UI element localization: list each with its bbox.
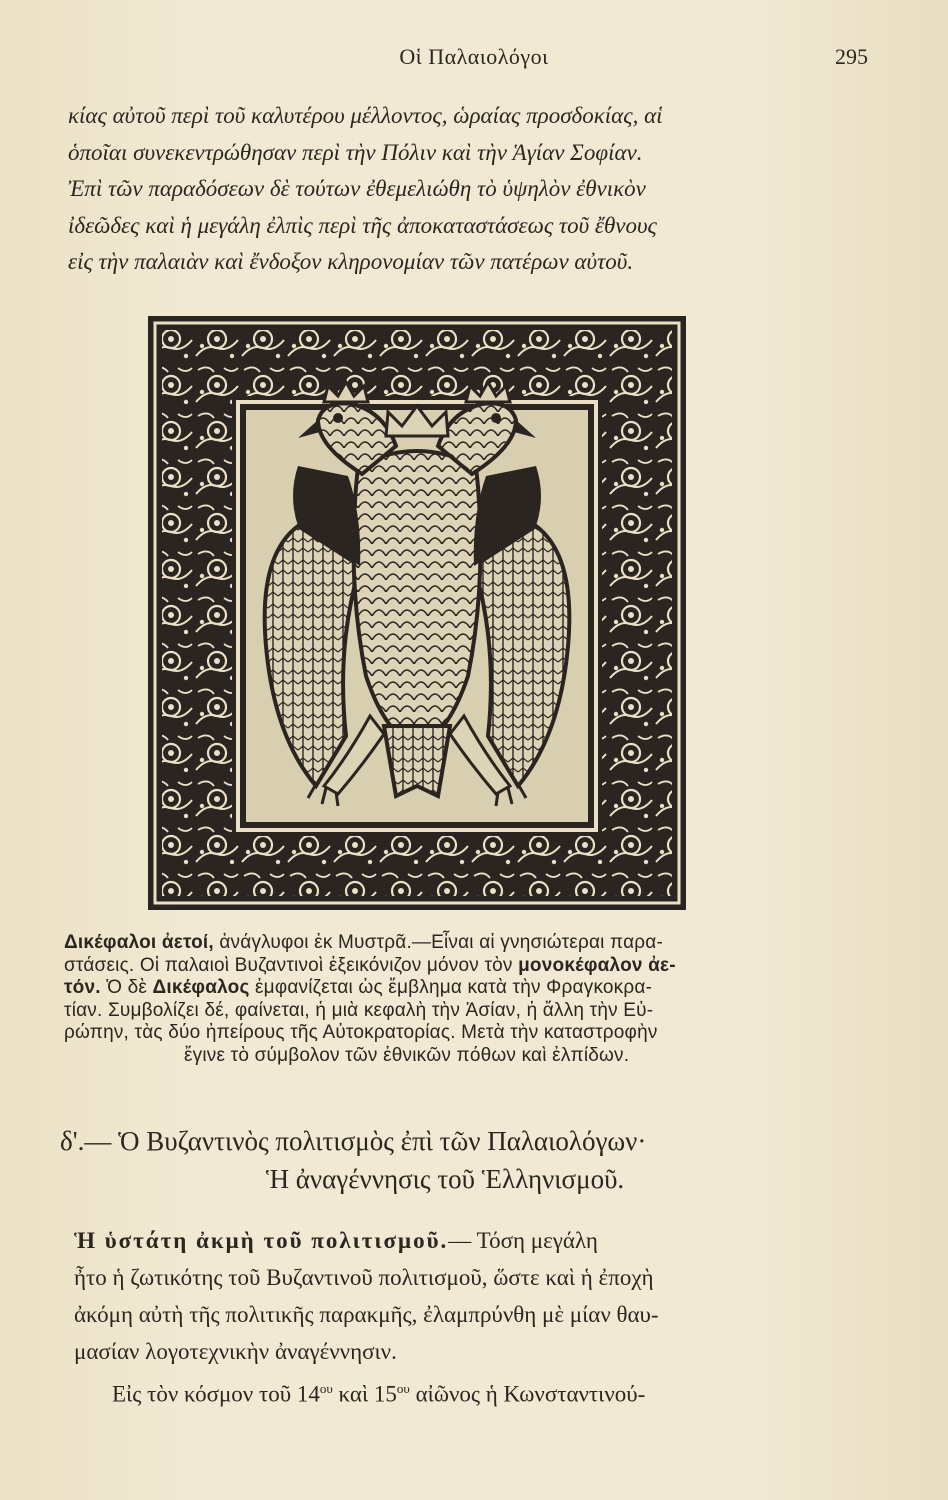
section-heading-line: δ'.— Ὁ Βυζαντινὸς πολιτισμὸς ἐπὶ τῶν Παλαιολόγων· xyxy=(60,1126,647,1156)
body-line xyxy=(74,1222,864,1259)
ordinal-suffix: ου xyxy=(396,1381,410,1396)
figure-caption xyxy=(64,932,874,1067)
page-number: 295 xyxy=(835,44,868,69)
caption-bold: μονοκέφαλον ἀε- xyxy=(518,954,676,976)
section-heading xyxy=(60,1122,890,1198)
body-line xyxy=(74,1370,864,1413)
double-headed-eagle-icon xyxy=(148,316,686,910)
caption-text: στάσεις. Οἱ παλαιοὶ Βυζαντινοὶ ἐξεικόνιζον μόνον τὸν xyxy=(64,954,519,976)
paragraph-line: ὁποῖαι συνεκεντρώθησαν περὶ τὴν Πόλιν καὶ τὴν Ἁγίαν Σοφίαν. xyxy=(68,139,643,165)
caption-bold: Δικέφαλος xyxy=(152,977,250,998)
paragraph-line: ἰδεῶδες καὶ ἡ μεγάλη ἐλπὶς περὶ τῆς ἀποκαταστάσεως τοῦ ἔθνους xyxy=(68,212,657,238)
ordinal-suffix: ου xyxy=(319,1381,333,1396)
body-line: μασίαν λογοτεχνικὴν ἀναγέννησιν. xyxy=(74,1339,397,1364)
body-line: ἦτο ἡ ζωτικότης τοῦ Βυζαντινοῦ πολιτισμοῦ, ὥστε καὶ ἡ ἐποχὴ xyxy=(74,1265,654,1290)
page-header xyxy=(0,44,948,78)
body-text: καὶ 15 xyxy=(332,1381,397,1407)
section-subheading-line: Ἡ ἀναγέννησις τοῦ Ἑλληνισμοῦ. xyxy=(265,1164,625,1194)
caption-bold: Δικέφαλοι ἀετοί, xyxy=(64,932,214,953)
paragraph-lead: Ἡ ὑστάτη ἀκμὴ τοῦ πολιτισμοῦ. xyxy=(74,1228,449,1253)
caption-line: τίαν. Συμβολίζει δέ, φαίνεται, ἡ μιὰ κεφαλὴ τὴν Ἀσίαν, ἡ ἄλλη τὴν Εὐ- xyxy=(64,999,654,1021)
caption-line xyxy=(64,932,874,955)
body-line: ἀκόμη αὐτὴ τῆς πολιτικῆς παρακμῆς, ἐλαμπρύνθη μὲ μίαν θαυ- xyxy=(74,1302,659,1327)
body-text: Εἰς τὸν κόσμον τοῦ 14 xyxy=(112,1381,320,1407)
caption-text: ἀνάγλυφοι ἐκ Μυστρᾶ.—Εἶναι αἱ γνησιώτεραι παρα- xyxy=(213,932,663,953)
eagle-relief-figure xyxy=(148,316,686,910)
caption-text: Ὁ δὲ xyxy=(100,977,153,998)
top-paragraph xyxy=(68,98,868,281)
body-paragraph xyxy=(74,1222,864,1413)
running-title: Οἱ Παλαιολόγοι xyxy=(399,44,549,69)
body-text: — Τόση μεγάλη xyxy=(448,1228,598,1253)
caption-line: ἔγινε τὸ σύμβολον τῶν ἐθνικῶν πόθων καὶ ἐλπίδων. xyxy=(184,1044,630,1066)
body-text: αἰῶνος ἡ Κωνσταντινού- xyxy=(409,1381,646,1407)
caption-line: ρώπην, τὰς δύο ἠπείρους τῆς Αὐτοκρατορίας. Μετὰ τὴν καταστροφὴν xyxy=(64,1022,658,1043)
caption-line xyxy=(64,977,874,1000)
caption-bold: τόν. xyxy=(64,977,101,998)
paragraph-line: κίας αὐτοῦ περὶ τοῦ καλυτέρου μέλλοντος, ὡραίας προσδοκίας, αἱ xyxy=(68,103,663,128)
paragraph-line: εἰς τὴν παλαιὰν καὶ ἔνδοξον κληρονομίαν τῶν πατέρων αὐτοῦ. xyxy=(68,249,634,274)
paragraph-line: Ἐπὶ τῶν παραδόσεων δὲ τούτων ἐθεμελιώθη τὸ ὑψηλὸν ἐθνικὸν xyxy=(68,176,646,201)
caption-text: ἐμφανίζεται ὡς ἔμβλημα κατὰ τὴν Φραγκοκρα- xyxy=(249,977,653,998)
caption-line xyxy=(64,955,874,978)
